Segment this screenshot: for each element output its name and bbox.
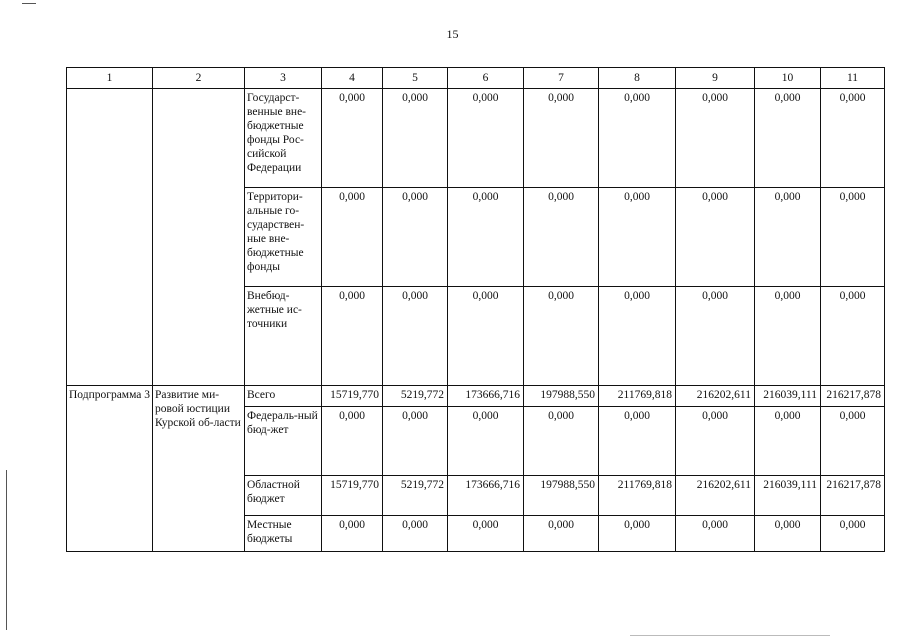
value-cell: 0,000 (322, 188, 383, 287)
value-cell: 173666,716 (448, 476, 524, 516)
funding-source: Местные бюджеты (245, 516, 322, 552)
funding-source: Территори-альные го-сударствен-ные вне-бюджетные фонды (245, 188, 322, 287)
column-header: 11 (821, 68, 885, 89)
value-cell: 0,000 (599, 188, 676, 287)
value-cell: 0,000 (599, 89, 676, 188)
column-header: 9 (676, 68, 755, 89)
value-cell: 0,000 (448, 516, 524, 552)
value-cell: 0,000 (383, 516, 448, 552)
column-header: 2 (153, 68, 245, 89)
value-cell: 0,000 (383, 89, 448, 188)
value-cell: 0,000 (755, 407, 821, 476)
value-cell: 0,000 (448, 407, 524, 476)
value-cell: 0,000 (322, 516, 383, 552)
value-cell: 0,000 (755, 89, 821, 188)
value-cell: 0,000 (322, 287, 383, 386)
column-header: 7 (524, 68, 599, 89)
value-cell: 0,000 (599, 287, 676, 386)
column-header: 8 (599, 68, 676, 89)
value-cell: 0,000 (383, 287, 448, 386)
value-cell: 0,000 (524, 516, 599, 552)
value-cell: 0,000 (599, 516, 676, 552)
value-cell: 0,000 (821, 89, 885, 188)
funding-source: Федераль-ный бюд-жет (245, 407, 322, 476)
value-cell: 197988,550 (524, 476, 599, 516)
value-cell: 15719,770 (322, 386, 383, 407)
column-header: 3 (245, 68, 322, 89)
value-cell: 0,000 (524, 287, 599, 386)
value-cell: 0,000 (599, 407, 676, 476)
value-cell: 15719,770 (322, 476, 383, 516)
value-cell: 0,000 (524, 407, 599, 476)
funding-source: Государст-венные вне-бюджетные фонды Рос-сийской Федерации (245, 89, 322, 188)
program-title: Развитие ми-ровой юстиции Курской об-ласти (153, 386, 245, 552)
page-number: 15 (446, 27, 459, 41)
funding-source: Внебюд-жетные ис-точники (245, 287, 322, 386)
program-title-cell-empty (153, 89, 245, 386)
value-cell: 0,000 (755, 516, 821, 552)
value-cell: 216217,878 (821, 476, 885, 516)
value-cell: 216202,611 (676, 476, 755, 516)
column-header: 6 (448, 68, 524, 89)
value-cell: 0,000 (755, 188, 821, 287)
scan-artifact-bottom (630, 635, 830, 636)
value-cell: 216039,111 (755, 386, 821, 407)
value-cell: 0,000 (322, 89, 383, 188)
value-cell: 216039,111 (755, 476, 821, 516)
budget-table (66, 67, 885, 552)
program-cell-empty (67, 89, 153, 386)
funding-source: Всего (245, 386, 322, 407)
value-cell: 0,000 (524, 188, 599, 287)
value-cell: 0,000 (821, 188, 885, 287)
value-cell: 5219,772 (383, 476, 448, 516)
value-cell: 0,000 (676, 89, 755, 188)
value-cell: 5219,772 (383, 386, 448, 407)
funding-source: Областной бюджет (245, 476, 322, 516)
value-cell: 0,000 (821, 407, 885, 476)
value-cell: 0,000 (448, 287, 524, 386)
value-cell: 211769,818 (599, 386, 676, 407)
value-cell: 0,000 (383, 188, 448, 287)
value-cell: 0,000 (383, 407, 448, 476)
value-cell: 0,000 (322, 407, 383, 476)
column-header: 10 (755, 68, 821, 89)
scan-artifact-left (6, 470, 7, 630)
value-cell: 0,000 (448, 188, 524, 287)
value-cell: 211769,818 (599, 476, 676, 516)
scan-artifact-top (22, 3, 36, 4)
table-row (67, 386, 885, 407)
table-header-row (67, 68, 885, 89)
column-header: 5 (383, 68, 448, 89)
column-header: 1 (67, 68, 153, 89)
value-cell: 0,000 (676, 188, 755, 287)
value-cell: 0,000 (676, 287, 755, 386)
value-cell: 0,000 (448, 89, 524, 188)
value-cell: 0,000 (676, 407, 755, 476)
value-cell: 0,000 (676, 516, 755, 552)
table-row (67, 89, 885, 188)
value-cell: 216202,611 (676, 386, 755, 407)
column-header: 4 (322, 68, 383, 89)
value-cell: 0,000 (755, 287, 821, 386)
value-cell: 197988,550 (524, 386, 599, 407)
value-cell: 216217,878 (821, 386, 885, 407)
value-cell: 0,000 (524, 89, 599, 188)
value-cell: 173666,716 (448, 386, 524, 407)
value-cell: 0,000 (821, 287, 885, 386)
value-cell: 0,000 (821, 516, 885, 552)
program-name: Подпрограмма 3 (67, 386, 153, 552)
